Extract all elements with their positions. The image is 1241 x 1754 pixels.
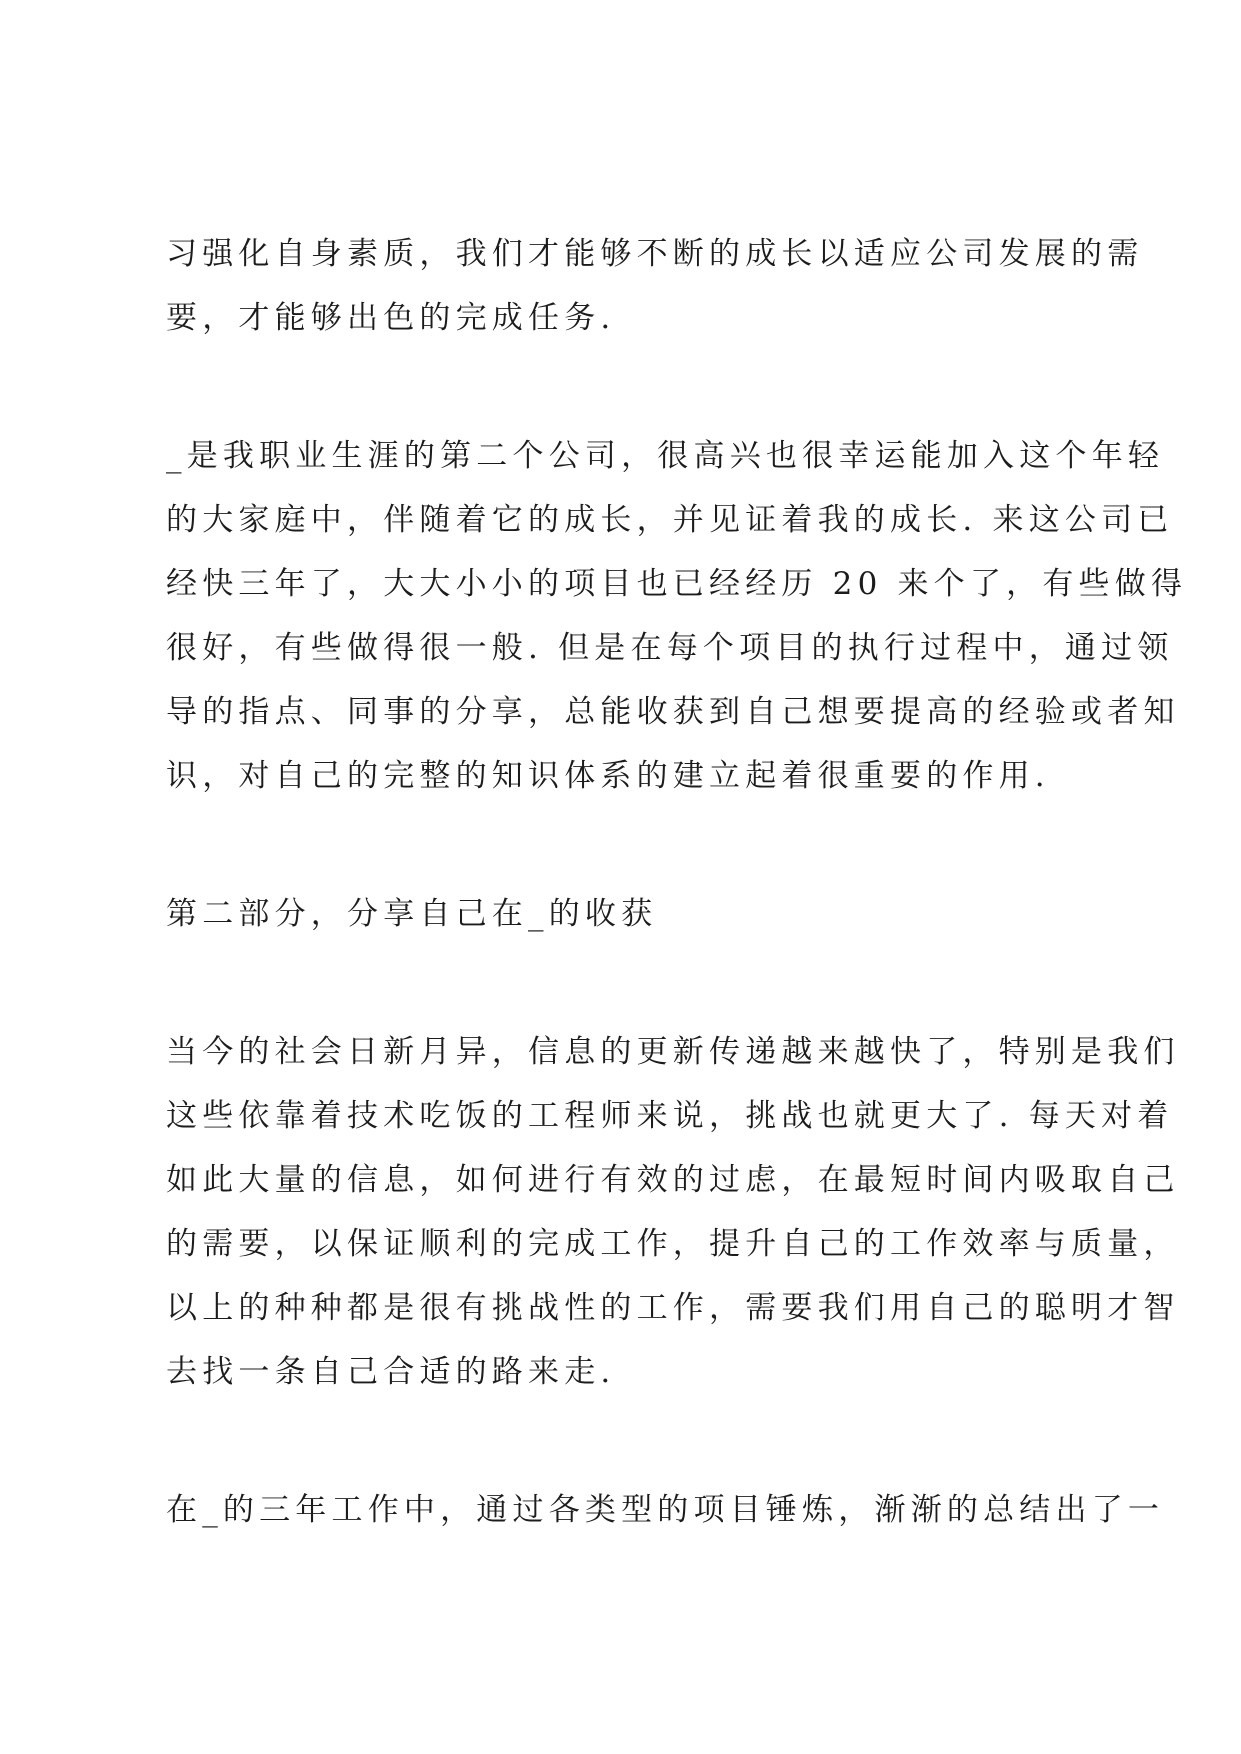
text-line: 在_的三年工作中，通过各类型的项目锤炼，渐渐的总结出了一 xyxy=(166,1492,1165,1528)
text-line: 很好，有些做得很一般. 但是在每个项目的执行过程中，通过领 xyxy=(166,630,1174,666)
text-line: 识，对自己的完整的知识体系的建立起着很重要的作用. xyxy=(166,758,1050,794)
text-line: 以上的种种都是很有挑战性的工作，需要我们用自己的聪明才智 xyxy=(166,1290,1180,1326)
paragraph-2 xyxy=(166,424,1188,808)
text-line: 要，才能够出色的完成任务. xyxy=(166,300,616,336)
text-line: 习强化自身素质，我们才能够不断的成长以适应公司发展的需 xyxy=(166,236,1144,272)
document-body xyxy=(166,222,1188,1542)
section-heading xyxy=(166,882,1100,946)
paragraph-spacer xyxy=(166,350,1100,424)
text-line: 的大家庭中，伴随着它的成长，并见证着我的成长. 来这公司已 xyxy=(166,502,1174,538)
text-line: _是我职业生涯的第二个公司，很高兴也很幸运能加入这个年轻 xyxy=(166,438,1165,474)
text-line: 导的指点、同事的分享，总能收获到自己想要提高的经验或者知 xyxy=(166,694,1180,730)
text-line: 第二部分，分享自己在_的收获 xyxy=(166,896,658,932)
text-line: 的需要，以保证顺利的完成工作，提升自己的工作效率与质量， xyxy=(166,1226,1180,1262)
paragraph-4 xyxy=(166,1478,1165,1542)
paragraph-spacer xyxy=(166,808,1100,882)
paragraph-3 xyxy=(166,1020,1180,1404)
text-line: 去找一条自己合适的路来走. xyxy=(166,1354,616,1390)
text-line: 这些依靠着技术吃饭的工程师来说，挑战也就更大了. 每天对着 xyxy=(166,1098,1174,1134)
text-line: 当今的社会日新月异，信息的更新传递越来越快了，特别是我们 xyxy=(166,1034,1180,1070)
paragraph-spacer xyxy=(166,1404,1100,1478)
paragraph-spacer xyxy=(166,946,1100,1020)
text-line: 如此大量的信息，如何进行有效的过虑，在最短时间内吸取自己 xyxy=(166,1162,1180,1198)
paragraph-1 xyxy=(166,222,1144,350)
text-line: 经快三年了，大大小小的项目也已经经历 20 来个了，有些做得 xyxy=(166,566,1188,602)
